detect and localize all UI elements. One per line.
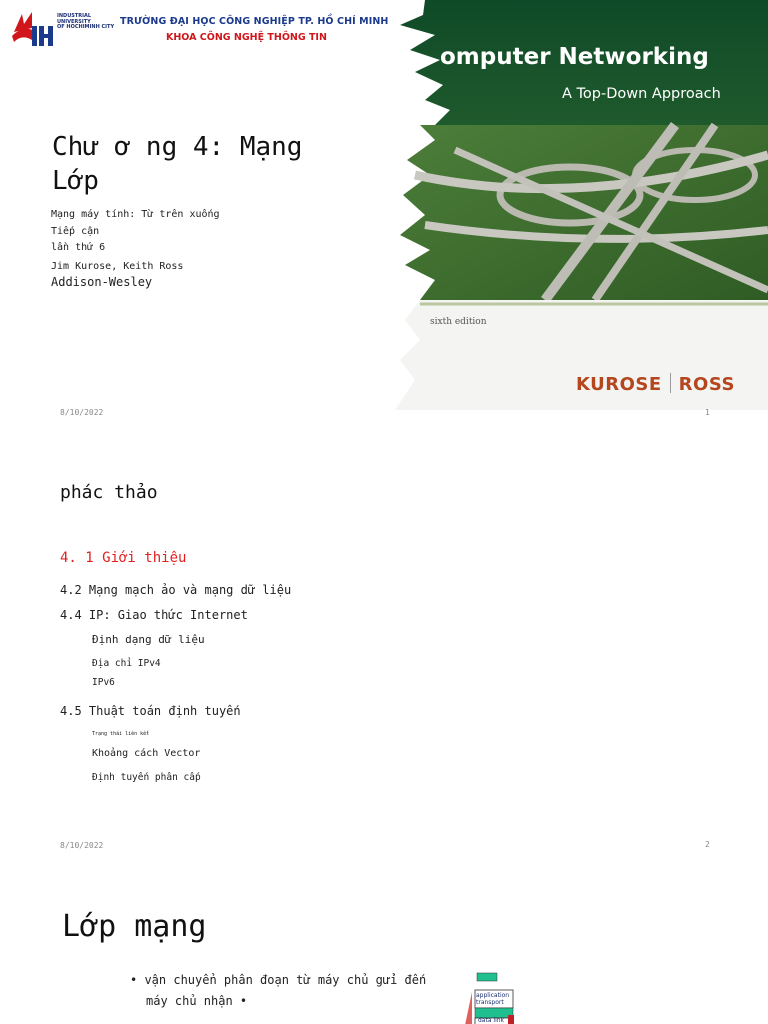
cover-subtitle: A Top-Down Approach: [562, 86, 721, 102]
cover-title: omputer Networking: [440, 44, 709, 70]
slide-1: [0, 0, 768, 432]
subtitle-line: lần thứ 6: [51, 242, 106, 253]
stack-label: data link: [478, 1017, 505, 1024]
cover-authors: [576, 373, 735, 395]
subtitle-line: Mạng máy tính: Từ trên xuống: [51, 209, 220, 220]
footer-date: 8/10/2022: [60, 841, 104, 850]
logo-text: INDUSTRIAL UNIVERSITY OF HOCHIMINH CITY: [57, 13, 115, 30]
outline-item-active: 4. 1 Giới thiệu: [60, 550, 187, 566]
outline-subitem: Khoảng cách Vector: [92, 748, 201, 759]
page-number: 1: [705, 408, 710, 417]
outline-subitem: Trạng thái liên kết: [92, 731, 150, 737]
page-number: 2: [705, 840, 710, 849]
authors-line: Jim Kurose, Keith Ross: [51, 261, 184, 272]
outline-item: 4.4 IP: Giao thức Internet: [60, 608, 248, 622]
university-name: TRƯỜNG ĐẠI HỌC CÔNG NGHIỆP TP. HỒ CHÍ MINH: [120, 16, 389, 27]
faculty-name: KHOA CÔNG NGHỆ THÔNG TIN: [166, 32, 327, 43]
author-divider: [670, 373, 671, 393]
slide-3: [0, 865, 768, 1024]
outline-item: 4.5 Thuật toán định tuyến: [60, 704, 241, 718]
author-kurose: KUROSE: [576, 374, 662, 395]
slide-1-title: Chư ơ ng 4: Mạng Lớp: [52, 132, 303, 196]
slide-2: [0, 432, 768, 865]
publisher: Addison-Wesley: [51, 275, 153, 289]
outline-subitem: IPv6: [92, 677, 115, 688]
outline-item: 4.2 Mạng mạch ảo và mạng dữ liệu: [60, 583, 292, 597]
cover-edition: sixth edition: [430, 317, 487, 327]
outline-subitem: Định dạng dữ liệu: [92, 633, 205, 646]
slide-3-title: Lớp mạng: [62, 909, 207, 944]
outline-subitem: Địa chỉ IPv4: [92, 658, 161, 669]
subtitle-line: Tiếp cận: [51, 226, 100, 237]
outline-subitem: Định tuyến phân cấp: [92, 772, 201, 783]
stack-label: application transport: [476, 992, 510, 1006]
slide-2-title: phác thảo: [60, 482, 158, 503]
bullet-line: máy chủ nhận •: [146, 994, 248, 1008]
author-ross: ROSS: [678, 374, 735, 395]
bullet-line: • vận chuyển phân đoạn từ máy chủ gửi đến: [130, 973, 427, 987]
iuh-logo-icon: [10, 10, 58, 48]
footer-date: 8/10/2022: [60, 408, 104, 417]
